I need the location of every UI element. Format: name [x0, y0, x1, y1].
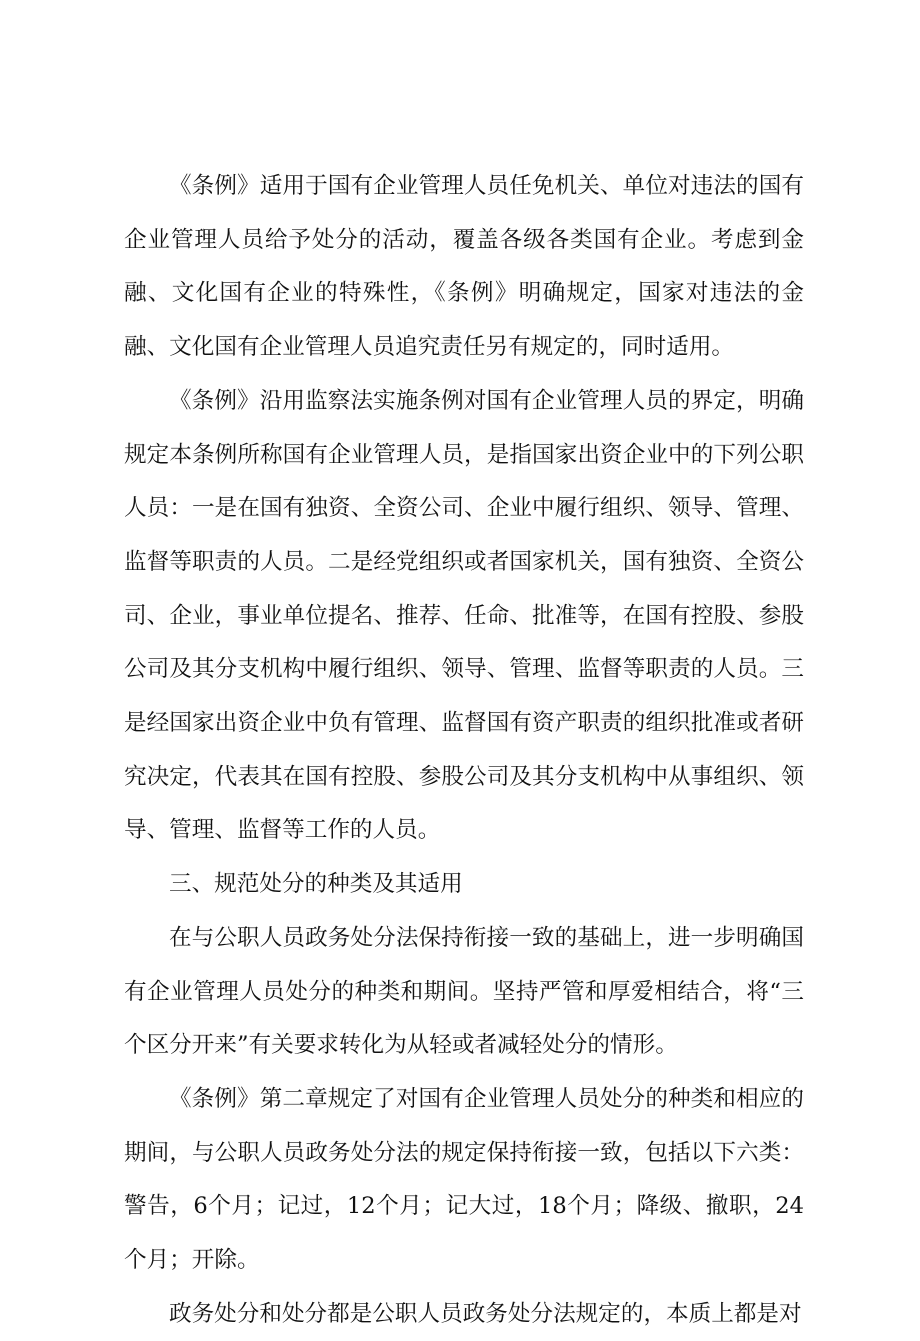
- paragraph-punishment-types: 《条例》第二章规定了对国有企业管理人员处分的种类和相应的期间，与公职人员政务处分法的规定保持衔接一致，包括以下六类：警告，6个月；记过，12个月；记大过，18个月；降级、撤职，24个月；开除。: [124, 1085, 804, 1274]
- paragraph-scope: 《条例》适用于国有企业管理人员任免机关、单位对违法的国有企业管理人员给予处分的活动，覆盖各级各类国有企业。考虑到金融、文化国有企业的特殊性，《条例》明确规定，国家对违法的金融、文化国有企业管理人员追究责任另有规定的，同时适用。: [124, 173, 804, 361]
- document-body: [124, 160, 804, 1341]
- paragraph-punishment-principle: 在与公职人员政务处分法保持衔接一致的基础上，进一步明确国有企业管理人员处分的种类和期间。坚持严管和厚爱相结合，将“三个区分开来”有关要求转化为从轻或者减轻处分的情形。: [124, 924, 804, 1059]
- paragraph-sanction-comparison: 政务处分和处分都是公职人员政务处分法规定的，本质上都是对: [169, 1300, 802, 1327]
- section-heading: 三、规范处分的种类及其适用: [169, 871, 463, 898]
- paragraph-definition: 《条例》沿用监察法实施条例对国有企业管理人员的界定，明确规定本条例所称国有企业管理人员，是指国家出资企业中的下列公职人员：一是在国有独资、全资公司、企业中履行组织、领导、管理、监督等职责的人员。二是经党组织或者国家机关，国有独资、全资公司、企业，事业单位提名、推荐、任命、批准等，在国有控股、参股公司及其分支机构中履行组织、领导、管理、监督等职责的人员。三是经国家出资企业中负有管理、监督国有资产职责的组织批准或者研究决定，代表其在国有控股、参股公司及其分支机构中从事组织、领导、管理、监督等工作的人员。: [124, 387, 804, 844]
